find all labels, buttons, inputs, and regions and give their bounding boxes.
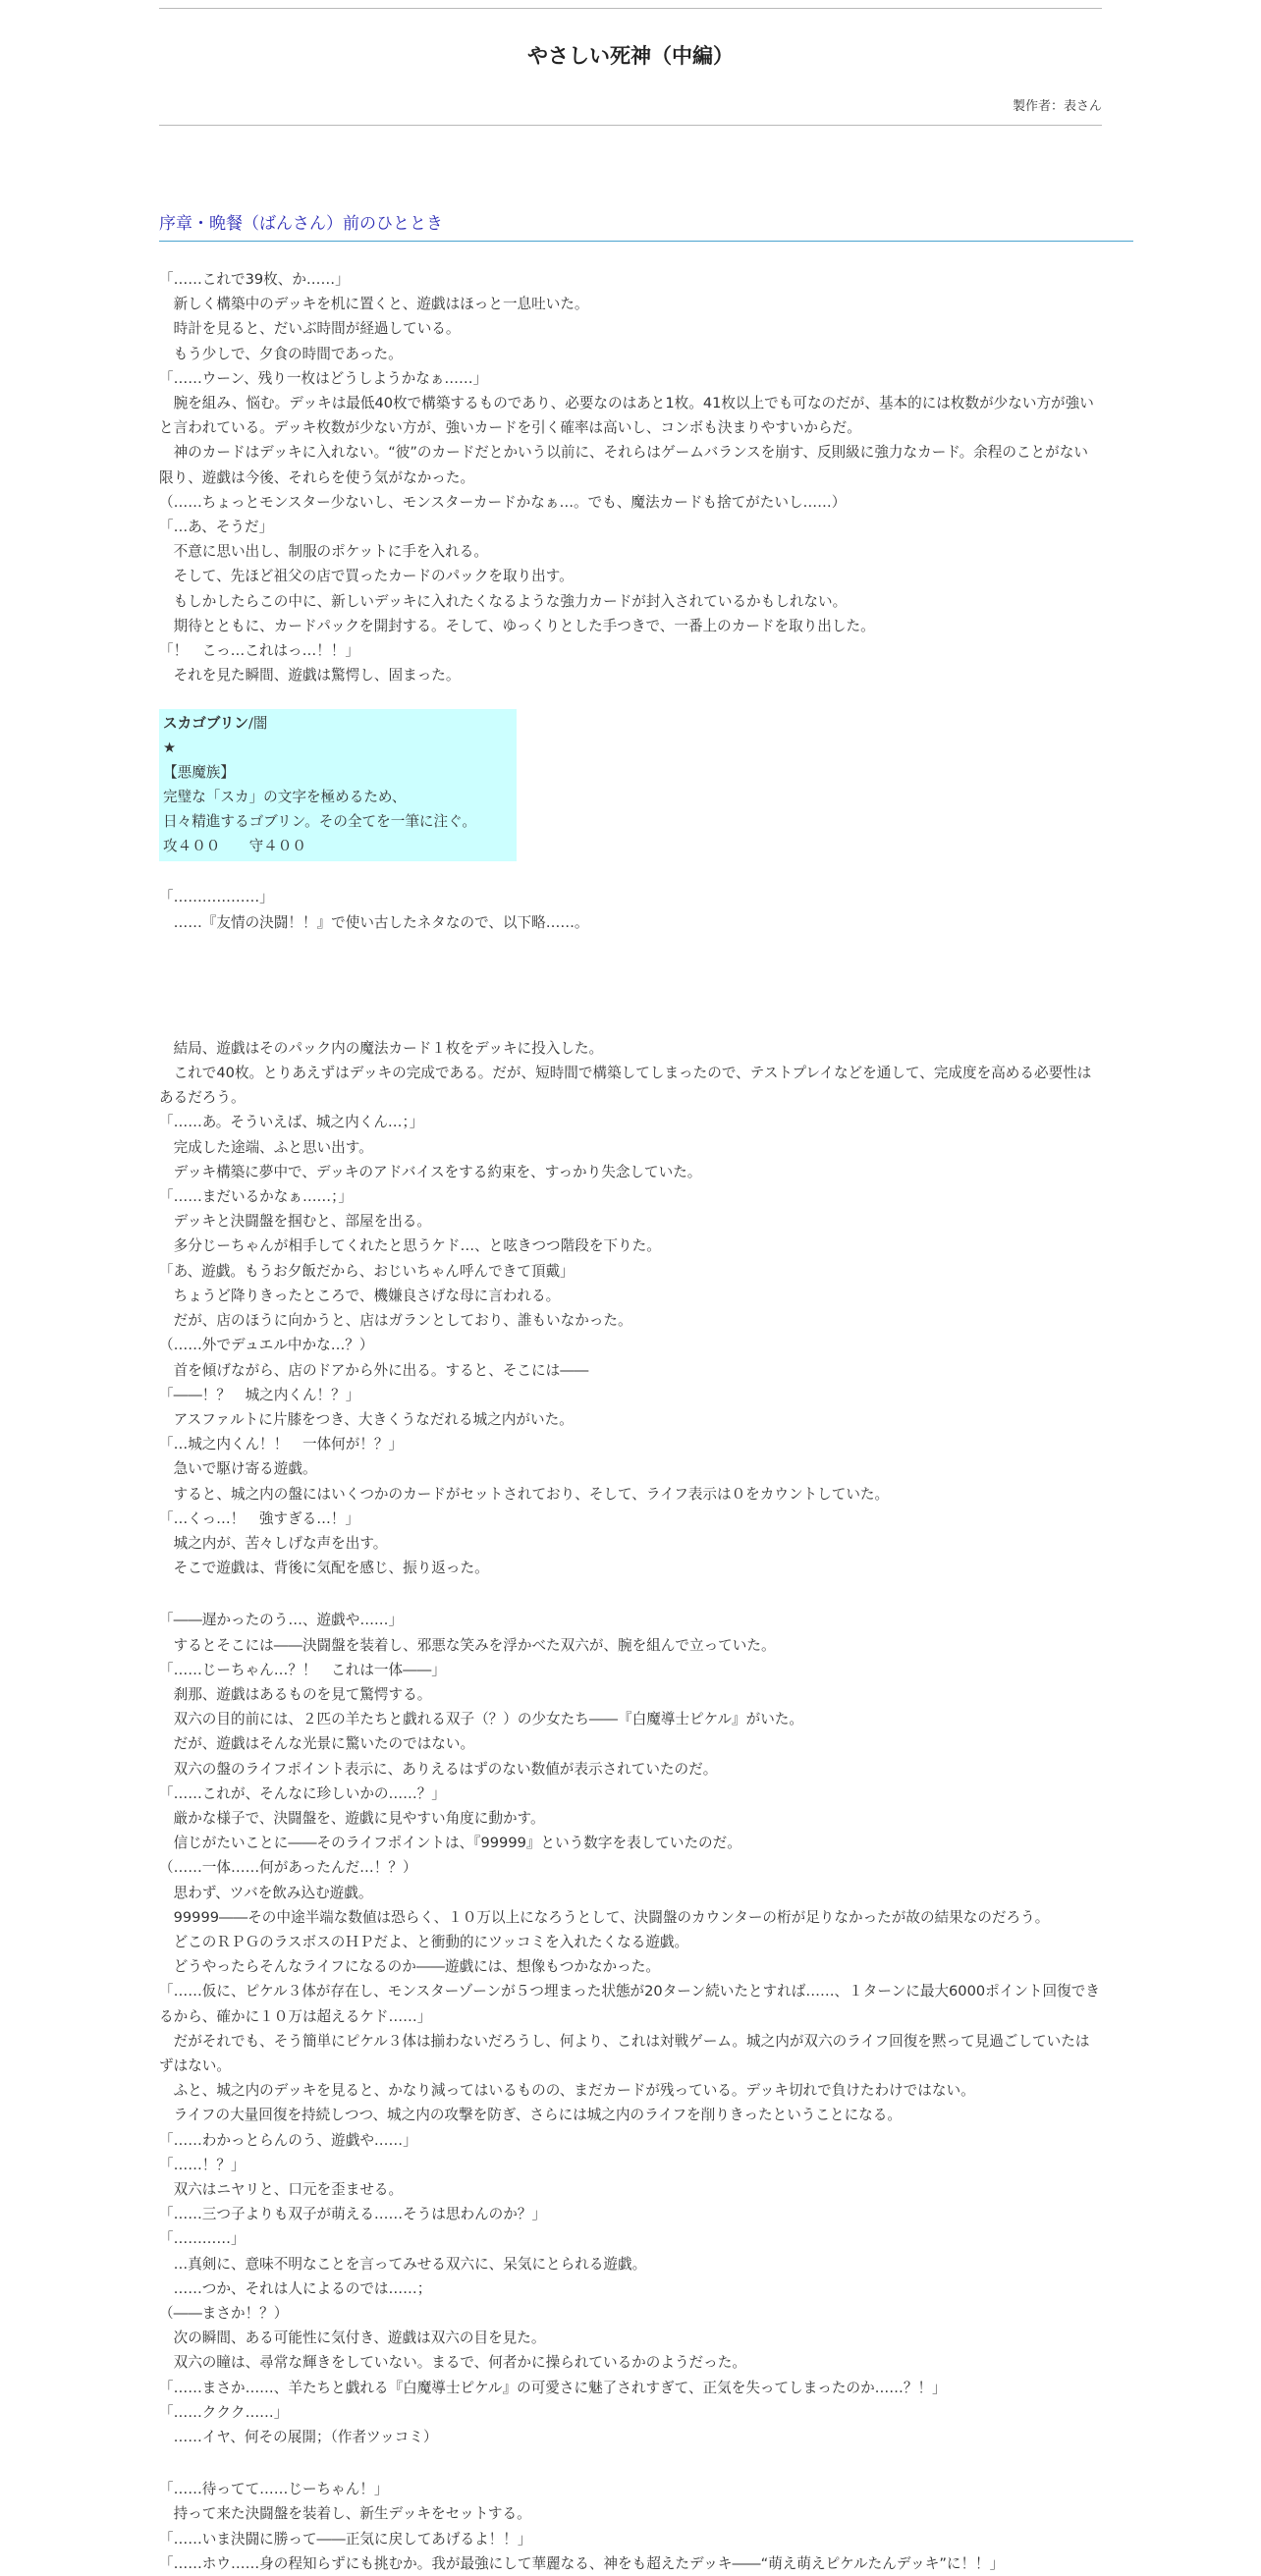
story-line: 神のカードはデッキに入れない。“彼”のカードだとかいう以前に、それらはゲームバランスを崩す、反則級に強力なカード。余程のことがない限り、遊戯は今後、それらを使う気がなかった。 [159,444,1088,486]
story-line: 双六の盤のライフポイント表示に、ありえるはずのない数値が表示されていたのだ。 [159,1760,718,1778]
page-title: やさしい死神（中編） [527,44,734,68]
card-type: 【悪魔族】 [163,764,235,782]
card-stats: 攻４００ 守４００ [163,838,306,855]
story-line: 「…………」 [159,2230,246,2248]
story-line: ……つか、それは人によるのでは……； [159,2279,432,2297]
story-line: 「……あ。そういえば、城之内くん…；」 [159,1114,424,1131]
story-line: （……外でデュエル中かな…？） [159,1337,374,1354]
story-line: 厳かな様子で、決闘盤を、遊戯に見やすい角度に動かす。 [159,1809,545,1827]
story-line: （……ちょっとモンスター少ないし、モンスターカードかなぁ…。でも、魔法カードも捨てがたいし……） [159,493,847,511]
story-line: 首を傾げながら、店のドアから外に出る。すると、そこには―― [159,1361,589,1379]
story-line: もしかしたらこの中に、新しいデッキに入れたくなるような強力カードが封入されているかもしれない。 [159,592,848,610]
story-line: デッキと決闘盤を掴むと、部屋を出る。 [159,1213,431,1231]
story-line: 「…あ、そうだ」 [159,519,274,536]
story-line: 「…城之内くん！！ 一体何が！？」 [159,1436,404,1453]
story-line: 期待とともに、カードパックを開封する。そして、ゆっくりとした手つきで、一番上のカードを取り出した。 [159,617,875,634]
story-line: 「……まだいるかなぁ……；」 [159,1188,354,1206]
story-line: ……『友情の決闘！！』で使い古したネタなので、以下略……。 [159,913,589,931]
author-credit: 製作者：表さん [1012,99,1102,114]
story-line: 信じがたいことに――そのライフポイントは、『99999』という数字を表していたのだ。 [159,1835,741,1852]
story-line: 新しく構築中のデッキを机に置くと、遊戯はほっと一息吐いた。 [159,296,589,313]
story-line: アスファルトに片膝をつき、大きくうなだれる城之内がいた。 [159,1410,574,1428]
story-line: すると、城之内の盤にはいくつかのカードがセットされており、そして、ライフ表示は０をカウントしていた。 [159,1485,890,1503]
story-line: 思わず、ツバを飲み込む遊戯。 [159,1884,373,1901]
story-line: （……一体……何があったんだ…！？） [159,1859,417,1877]
story-line: デッキ構築に夢中で、デッキのアドバイスをする約束を、すっかり失念していた。 [159,1163,702,1180]
card-flavor-text: 日々精進するゴブリン。その全てを一筆に注ぐ。 [163,813,477,831]
story-line: 「……三つ子よりも双子が萌える……そうは思わんのか？」 [159,2206,547,2223]
story-line: 刹那、遊戯はあるものを見て驚愕する。 [159,1685,432,1703]
story-line: 「――遅かったのう…、遊戯や……」 [159,1612,404,1629]
story-line: …真剣に、意味不明なことを言ってみせる双六に、呆気にとられる遊戯。 [159,2255,647,2273]
story-section-2 [159,885,1102,934]
story-line: 「……ウーン、残り一枚はどうしようかなぁ……」 [159,369,488,387]
story-line: （――まさか！？） [159,2305,289,2323]
story-line: 「――！？ 城之内くん！？」 [159,1386,360,1403]
story-line: 「…くっ…！ 強すぎる…！」 [159,1509,360,1527]
story-line: するとそこには――決闘盤を装着し、邪悪な笑みを浮かべた双六が、腕を組んで立っていた。 [159,1636,776,1654]
chapter-heading: 序章・晩餐（ばんさん）前のひととき [159,212,1133,242]
spacer [159,935,1102,1036]
story-line: 99999――その中途半端な数値は恐らく、１０万以上になろうとして、決闘盤のカウンターの桁が足りなかったが故の結果なのだろう。 [159,1908,1050,1926]
story-line: 不意に思い出し、制服のポケットに手を入れる。 [159,543,488,561]
story-line: 「……ククク……」 [159,2403,289,2421]
story-line: 完成した途端、ふと思い出す。 [159,1138,373,1156]
story-line: だがそれでも、そう簡単にピケル３体は揃わないだろうし、何より、これは対戦ゲーム。城之内が双六のライフ回復を黙って見過ごしていたはずはない。 [159,2032,1090,2074]
story-line: 多分じーちゃんが相手してくれたと思うケド…、と呟きつつ階段を下りた。 [159,1237,661,1255]
story-line: 急いで駆け寄る遊戯。 [159,1460,317,1478]
story-line: 城之内が、苦々しげな声を出す。 [159,1534,388,1552]
story-line: それを見た瞬間、遊戯は驚愕し、固まった。 [159,667,461,685]
story-line: 「……！？」 [159,2156,246,2173]
card-name-row [163,711,513,736]
story-line: 双六の目的前には、２匹の羊たちと戯れる双子（？）の少女たち――『白魔導士ピケル』がいた。 [159,1711,803,1728]
story-section-1 [159,267,1102,687]
story-line: 双六はニヤリと、口元を歪ませる。 [159,2181,404,2198]
card-attribute: /闇 [247,715,268,733]
story-line: 「……待ってて……じーちゃん！」 [159,2481,389,2498]
story-section-4 [159,1608,1102,2449]
story-line: 持って来た決闘盤を装着し、新生デッキをセットする。 [159,2505,531,2523]
card-info-box [159,709,517,861]
card-name: スカゴブリン [163,715,248,733]
story-line: そして、先ほど祖父の店で買ったカードのパックを取り出す。 [159,568,574,585]
story-line: 「あ、遊戯。もうお夕飯だから、おじいちゃん呼んできて頂戴」 [159,1262,575,1280]
spacer [159,2449,1102,2477]
story-line: 「！ こっ…これはっ…！！」 [159,642,360,660]
story-line: ……イヤ、何その展開；（作者ツッコミ） [159,2429,438,2446]
story-line: 「……いま決闘に勝って――正気に戻してあげるよ！！」 [159,2530,532,2548]
story-line: そこで遊戯は、背後に気配を感じ、振り返った。 [159,1560,489,1577]
story-line: これで40枚。とりあえずはデッキの完成である。だが、短時間で構築してしまったので、テストプレイなどを通して、完成度を高める必要性はあるだろう。 [159,1065,1092,1107]
story-line: ちょうど降りきったところで、機嫌良さげな母に言われる。 [159,1287,561,1304]
spacer [159,866,1102,885]
story-section-3 [159,1036,1102,1580]
story-line: どうやったらそんなライフになるのか――遊戯には、想像もつかなかった。 [159,1958,660,1976]
story-line: 「……わかっとらんのう、遊戯や……」 [159,2131,417,2149]
story-line: ライフの大量回復を持続しつつ、城之内の攻撃を防ぎ、さらには城之内のライフを削りきったということになる。 [159,2107,902,2124]
header [159,8,1102,126]
story-line: 「……じーちゃん…？！ これは一体――」 [159,1661,446,1678]
story-line: 「……まさか……、羊たちと戯れる『白魔導士ピケル』の可愛さに魅了されすぎて、正気を失ってしまったのか……？！」 [159,2379,947,2396]
card-flavor-text: 完璧な「スカ」の文字を極めるため、 [163,789,407,806]
story-section-5 [159,2477,1102,2576]
story-line: 「………………」 [159,889,274,906]
story-line: 次の瞬間、ある可能性に気付き、遊戯は双六の目を見た。 [159,2329,546,2347]
story-line: 「……ホウ……身の程知らずにも挑むか。我が最強にして華麗なる、神をも超えたデッキ――“萌え萌えピケルたんデッキ”に！！」 [159,2554,1005,2572]
story-line: ふと、城之内のデッキを見ると、かなり減ってはいるものの、まだカードが残っている。デッキ切れで負けたわけではない。 [159,2082,975,2100]
story-line: だが、店のほうに向かうと、店はガランとしており、誰もいなかった。 [159,1312,632,1330]
story-line: もう少しで、夕食の時間であった。 [159,345,403,362]
spacer [159,687,1102,706]
spacer [159,1580,1102,1608]
story-line: 腕を組み、悩む。デッキは最低40枚で構築するものであり、必要なのはあと1枚。41枚以上でも可なのだが、基本的には枚数が少ない方が強いと言われている。デッキ枚数が少ない方が、強いカードを引く確率は高いし、コンボも決まりやすいからだ。 [159,395,1094,437]
story-line: 結局、遊戯はそのパック内の魔法カード１枚をデッキに投入した。 [159,1039,604,1057]
story-line: どこのＲＰＧのラスボスのＨＰだよ、と衝動的にツッコミを入れたくなる遊戯。 [159,1933,689,1950]
story-line: 「……これが、そんなに珍しいかの……？」 [159,1784,446,1802]
story-body [159,267,1102,2576]
story-line: だが、遊戯はそんな光景に驚いたのではない。 [159,1735,475,1753]
card-level: ★ [163,740,177,757]
story-line: 時計を見ると、だいぶ時間が経過している。 [159,320,461,338]
story-line: 「……これで39枚、か……」 [159,271,350,288]
story-line: 双六の瞳は、尋常な輝きをしていない。まるで、何者かに操られているかのようだった。 [159,2354,746,2372]
story-line: 「……仮に、ピケル３体が存在し、モンスターゾーンが５つ埋まった状態が20ターン続いたとすれば……、１ターンに最大6000ポイント回復できるから、確かに１０万は超えるケド……」 [159,1983,1100,2025]
